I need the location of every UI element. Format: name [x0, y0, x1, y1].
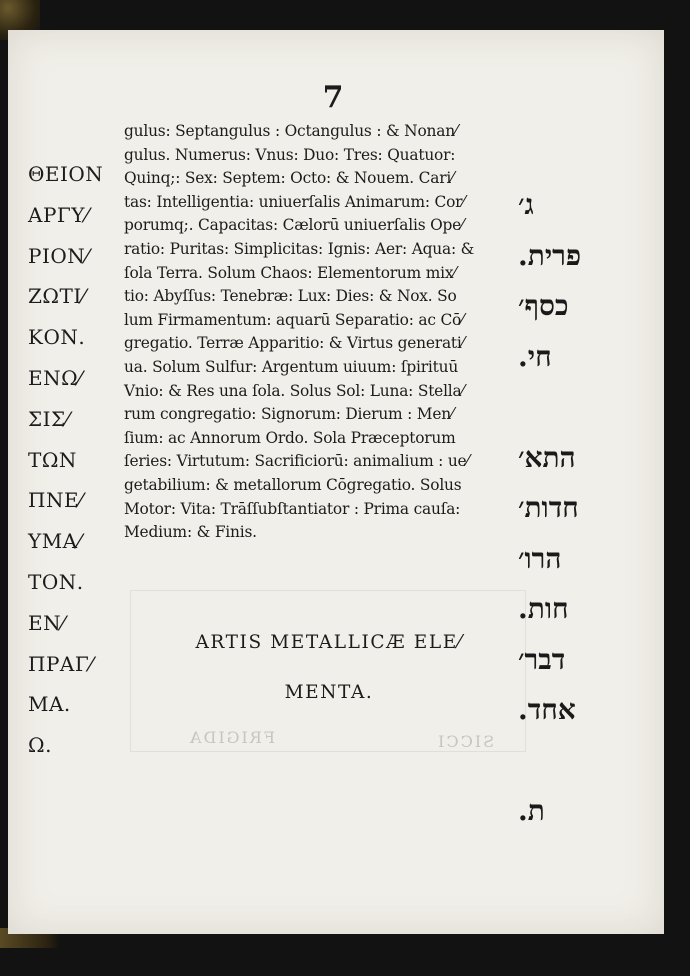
greek-line: Ω.: [28, 733, 52, 758]
text-line: ſium: ac Annorum Ordo. Sola Præceptorum: [124, 428, 456, 447]
text-line: porumq;. Capacitas: Cælorū uniuerſalis Ope⁄: [124, 216, 464, 235]
show-through-text-right: SICCI: [436, 732, 495, 751]
section-heading-line-1: ARTIS METALLICÆ ELE⁄: [195, 632, 463, 653]
hebrew-line: חי.: [518, 339, 552, 373]
greek-marginal-column: [28, 154, 138, 766]
text-line: Medium: & Finis.: [124, 523, 257, 542]
page-number: 7: [322, 80, 344, 115]
hebrew-line: חות.: [518, 592, 569, 625]
hebrew-line: חדות׳: [518, 491, 579, 524]
hebrew-line: ג׳: [518, 188, 534, 221]
hebrew-line: ת.: [518, 794, 545, 827]
hebrew-marginal-column: [518, 180, 643, 837]
text-line: gulus: Septangulus : Octangulus : & Nonan⁄: [124, 122, 458, 140]
text-line: tas: Intelligentia: uniuerſalis Animarum: Cor⁄: [124, 192, 465, 211]
greek-line: ΤΟΝ.: [28, 569, 84, 594]
text-line: ſola Terra. Solum Chaos: Elementorum mix⁄: [124, 263, 456, 282]
text-line: ſeries: Virtutum: Sacrificiorū: animalium : ue⁄: [124, 452, 469, 471]
greek-line: ΤΩΝ: [28, 447, 77, 472]
greek-line: ΣΙΣ⁄: [28, 406, 70, 431]
greek-line: ΑΡΓΥ⁄: [28, 202, 89, 227]
text-line: ratio: Puritas: Simplicitas: Ignis: Aer: Aqua: &: [124, 239, 475, 258]
hebrew-line: כסף׳: [518, 289, 569, 322]
greek-line: ΥΜΑ⁄: [28, 529, 82, 554]
hebrew-line: פרית.: [518, 238, 582, 272]
show-through-text-left: FRIGIDA: [188, 728, 275, 747]
latin-body-text: [124, 120, 524, 545]
greek-line: ΡΙΟΝ⁄: [28, 243, 90, 268]
section-heading-line-2: MENTA.: [284, 682, 374, 703]
book-page: [8, 30, 664, 934]
hebrew-line: התא׳: [518, 440, 576, 474]
greek-line: ΕΝΩ⁄: [28, 365, 83, 390]
greek-line: ΖΩΤΙ⁄: [28, 284, 86, 309]
hebrew-line: [518, 382, 643, 433]
greek-line: ΕΝ⁄: [28, 610, 65, 635]
greek-line: ΘΕΙΟΝ: [28, 162, 104, 186]
text-line: Quinq;: Sex: Septem: Octo: & Nouem. Cari⁄: [124, 169, 454, 188]
text-line: Motor: Vita: Trāſſubſtantiator : Prima cauſa:: [124, 499, 461, 518]
text-line: tio: Abyſſus: Tenebræ: Lux: Dies: & Nox. So: [124, 287, 457, 306]
hebrew-line: הרו׳: [518, 541, 562, 575]
text-line: ua. Solum Sulfur: Argentum uiuum: ſpirituū: [124, 357, 459, 376]
greek-line: ΚΟΝ.: [28, 325, 86, 350]
hebrew-line: אחד.: [518, 693, 576, 726]
greek-line: ΜΑ.: [28, 692, 71, 717]
text-line: lum Firmamentum: aquarū Separatio: ac Cō⁄: [124, 310, 464, 329]
text-line: gregatio. Terræ Apparitio: & Virtus generati⁄: [124, 334, 465, 353]
text-line: rum congregatio: Signorum: Dierum : Men⁄: [124, 405, 454, 424]
greek-line: ΠΡΑΓ⁄: [28, 651, 94, 676]
greek-line: ΠΝΕ⁄: [28, 488, 83, 513]
text-line: getabilium: & metallorum Cōgregatio. Solus: [124, 475, 462, 494]
hebrew-line: [518, 736, 643, 787]
hebrew-line: דבר׳: [518, 642, 566, 676]
text-line: gulus. Numerus: Vnus: Duo: Tres: Quatuor:: [124, 145, 456, 164]
text-line: Vnio: & Res una ſola. Solus Sol: Luna: Stella⁄: [124, 381, 464, 400]
